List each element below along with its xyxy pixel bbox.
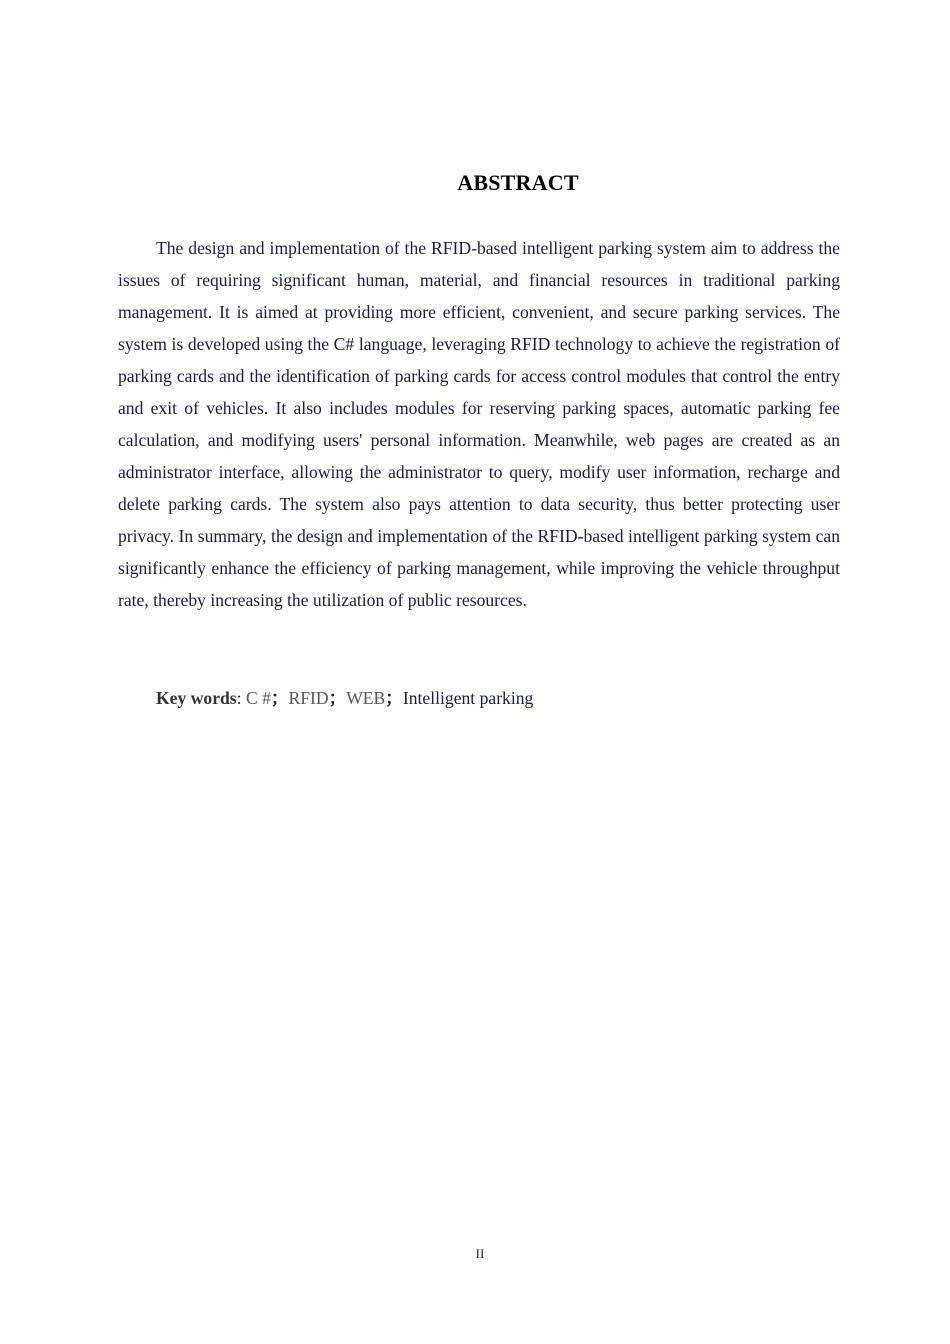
page-number: II — [475, 1246, 485, 1261]
keyword-item: WEB — [346, 688, 386, 708]
keywords-colon: : — [236, 688, 246, 708]
keyword-item: C # — [245, 688, 271, 708]
keyword-item: Intelligent parking — [402, 688, 534, 708]
keyword-separator: ； — [385, 688, 403, 708]
abstract-paragraph: The design and implementation of the RFID-based intelligent parking system aim to address the issues of requiring significant human, material, and financial resources in traditional parking management. It is aimed at providing more efficient, convenient, and secure parking services. The system is developed using the C# language, leveraging RFID technology to achieve the registration of parking cards and the identification of parking cards for access control modules that control the entry and exit of vehicles. It also includes modules for reserving parking spaces, automatic parking fee calculation, and modifying users' personal information. Meanwhile, web pages are created as an administrator interface, allowing the administrator to query, modify user information, recharge and delete parking cards. The system also pays attention to data security, thus better protecting user privacy. In summary, the design and implementation of the RFID-based intelligent parking system can significantly enhance the efficiency of parking management, while improving the vehicle throughput rate, thereby increasing the utilization of public resources. — [118, 238, 840, 610]
keyword-item: RFID — [288, 688, 329, 708]
keywords-label: Key words — [156, 688, 237, 708]
keywords-line — [156, 682, 856, 714]
keyword-separator: ； — [270, 688, 289, 708]
keyword-separator: ； — [328, 688, 347, 708]
abstract-title: ABSTRACT — [457, 170, 579, 195]
